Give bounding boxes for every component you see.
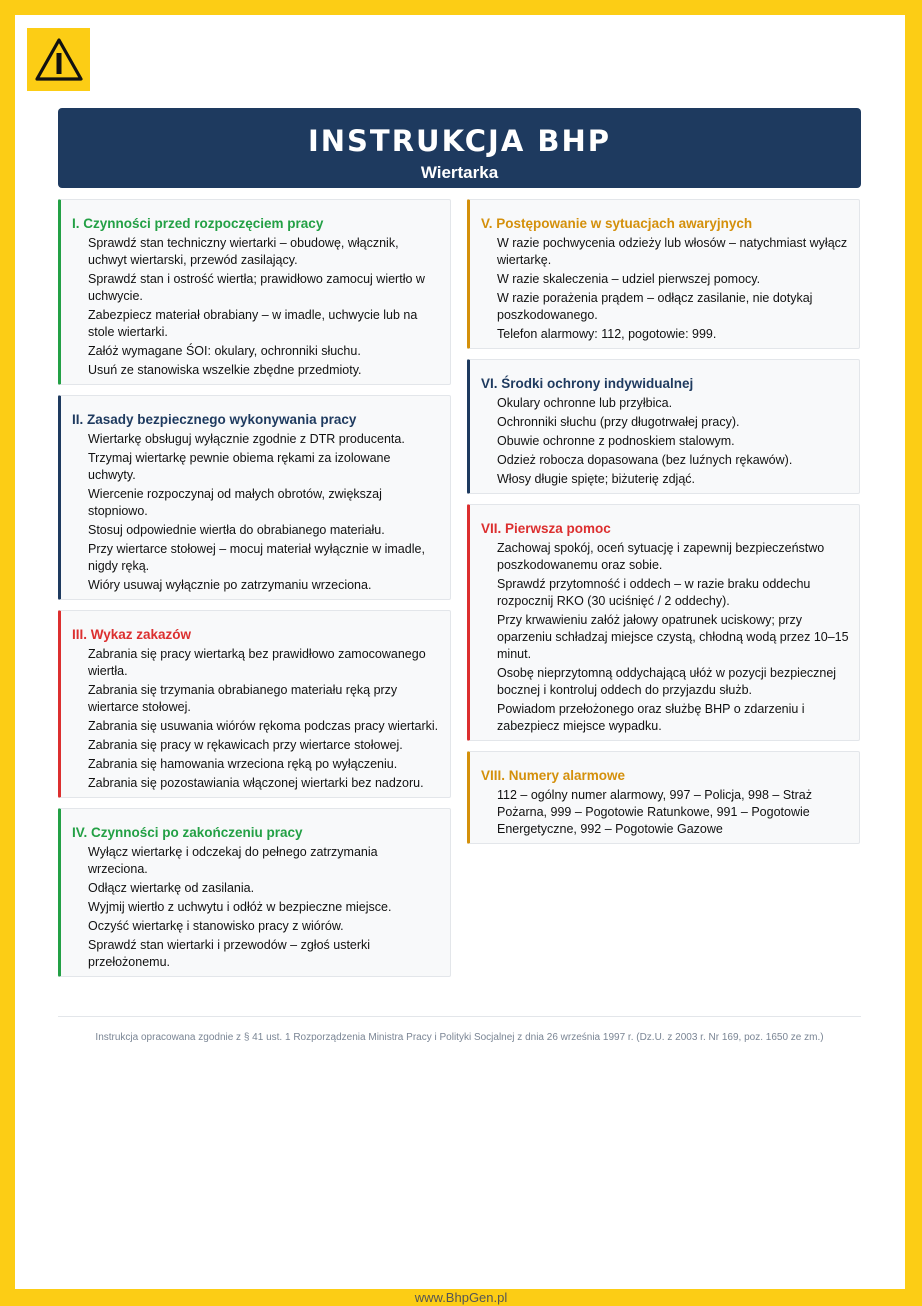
list-item: Zabrania się usuwania wiórów rękoma podczas pracy wiertarki. xyxy=(88,719,439,733)
list-item: Stosuj odpowiednie wiertła do obrabianego materiału. xyxy=(88,523,385,537)
list-item: Wióry usuwaj wyłącznie po zatrzymaniu wrzeciona. xyxy=(88,578,372,592)
section-title: I. Czynności przed rozpoczęciem pracy xyxy=(72,216,324,231)
site-url[interactable]: www.BhpGen.pl xyxy=(414,1290,508,1305)
list-item: Załóż wymagane ŚOI: okulary, ochronniki słuchu. xyxy=(88,344,361,358)
list-item: W razie skaleczenia – udziel pierwszej pomocy. xyxy=(497,272,761,286)
list-item: W razie pochwycenia odzieży lub włosów – natychmiast wyłącz wiertarkę. xyxy=(497,236,848,267)
list-item: Wyjmij wiertło z uchwytu i odłóż w bezpieczne miejsce. xyxy=(88,900,392,914)
section-title: VI. Środki ochrony indywidualnej xyxy=(481,376,694,391)
list-item: Przy krwawieniu załóż jałowy opatrunek uciskowy; przy oparzeniu schładzaj miejsce czystą, chłodną wodą przez 10–15 minut. xyxy=(497,613,849,661)
page-header xyxy=(58,108,861,188)
list-item: Telefon alarmowy: 112, pogotowie: 999. xyxy=(497,327,717,341)
list-item: 112 – ogólny numer alarmowy, 997 – Policja, 998 – Straż Pożarna, 999 – Pogotowie Ratunkowe, 991 – Pogotowie Energetyczne, 992 – Pogotowie Gazowe xyxy=(497,788,812,836)
list-item: Zabrania się pracy w rękawicach przy wiertarce stołowej. xyxy=(88,738,403,752)
instruction-sheet xyxy=(15,15,905,1289)
list-item: Zachowaj spokój, oceń sytuację i zapewnij bezpieczeństwo poszkodowanemu oraz sobie. xyxy=(497,541,825,572)
list-item: Obuwie ochronne z podnoskiem stalowym. xyxy=(497,434,735,448)
section-list xyxy=(72,646,440,792)
list-item: W razie porażenia prądem – odłącz zasilanie, nie dotykaj poszkodowanego. xyxy=(497,291,813,322)
section-emergency xyxy=(467,199,860,349)
section-title: VII. Pierwsza pomoc xyxy=(481,521,611,536)
list-item: Przy wiertarce stołowej – mocuj materiał wyłącznie w imadle, nigdy ręką. xyxy=(88,542,425,573)
section-safe-work-rules xyxy=(58,395,451,600)
list-item: Włosy długie spięte; biżuterię zdjąć. xyxy=(497,472,696,486)
section-list xyxy=(72,844,440,971)
page-title: INSTRUKCJA BHP xyxy=(307,124,612,158)
list-item: Zabezpiecz materiał obrabiany – w imadle, uchwycie lub na stole wiertarki. xyxy=(88,308,418,339)
warning-triangle-icon xyxy=(34,37,84,83)
section-title: V. Postępowanie w sytuacjach awaryjnych xyxy=(481,216,753,231)
section-title: II. Zasady bezpiecznego wykonywania pracy xyxy=(72,412,357,427)
list-item: Osobę nieprzytomną oddychającą ułóż w pozycji bezpiecznej bocznej i kontroluj oddech do przyjazdu służb. xyxy=(497,666,837,697)
section-list xyxy=(481,395,849,488)
section-prohibitions xyxy=(58,610,451,798)
list-item: Sprawdź stan i ostrość wiertła; prawidłowo zamocuj wiertło w uchwycie. xyxy=(88,272,425,303)
section-title: VIII. Numery alarmowe xyxy=(481,768,626,783)
list-item: Powiadom przełożonego oraz służbę BHP o zdarzeniu i zabezpiecz miejsce wypadku. xyxy=(497,702,805,733)
section-before-work xyxy=(58,199,451,385)
list-item: Sprawdź stan techniczny wiertarki – obudowę, włącznik, uchwyt wiertarski, przewód zasilający. xyxy=(88,236,399,267)
section-first-aid xyxy=(467,504,860,741)
list-item: Wiertarkę obsługuj wyłącznie zgodnie z DTR producenta. xyxy=(88,432,405,446)
section-title: IV. Czynności po zakończeniu pracy xyxy=(72,825,303,840)
list-item: Okulary ochronne lub przyłbica. xyxy=(497,396,673,410)
section-ppe xyxy=(467,359,860,494)
page-subtitle: Wiertarka xyxy=(420,163,499,182)
list-item: Odłącz wiertarkę od zasilania. xyxy=(88,881,255,895)
list-item: Wiercenie rozpoczynaj od małych obrotów, zwiększaj stopniowo. xyxy=(88,487,382,518)
section-list xyxy=(72,235,440,379)
list-item: Sprawdź przytomność i oddech – w razie braku oddechu rozpocznij RKO (30 uciśnięć / 2 oddechy). xyxy=(497,577,811,608)
list-item: Trzymaj wiertarkę pewnie obiema rękami za izolowane uchwyty. xyxy=(88,451,391,482)
section-list xyxy=(481,787,849,838)
section-title: III. Wykaz zakazów xyxy=(72,627,192,642)
right-column xyxy=(467,199,860,854)
list-item: Odzież robocza dopasowana (bez luźnych rękawów). xyxy=(497,453,793,467)
section-list xyxy=(481,235,849,343)
section-list xyxy=(72,431,440,594)
list-item: Zabrania się pracy wiertarką bez prawidłowo zamocowanego wiertła. xyxy=(88,647,426,678)
list-item: Zabrania się pozostawiania włączonej wiertarki bez nadzoru. xyxy=(88,776,424,790)
footer-divider xyxy=(58,1016,861,1017)
legal-basis-note: Instrukcja opracowana zgodnie z § 41 ust. 1 Rozporządzenia Ministra Pracy i Polityki Socjalnej z dnia 26 września 1997 r. (Dz.U. z 2003 r. Nr 169, poz. 1650 ze zm.) xyxy=(95,1032,824,1043)
list-item: Ochronniki słuchu (przy długotrwałej pracy). xyxy=(497,415,740,429)
section-emergency-numbers xyxy=(467,751,860,844)
section-after-work xyxy=(58,808,451,977)
warning-badge xyxy=(27,28,90,91)
list-item: Oczyść wiertarkę i stanowisko pracy z wiórów. xyxy=(88,919,344,933)
list-item: Usuń ze stanowiska wszelkie zbędne przedmioty. xyxy=(88,363,362,377)
list-item: Zabrania się trzymania obrabianego materiału ręką przy wiertarce stołowej. xyxy=(88,683,398,714)
list-item: Zabrania się hamowania wrzeciona ręką po wyłączeniu. xyxy=(88,757,398,771)
list-item: Sprawdź stan wiertarki i przewodów – zgłoś usterki przełożonemu. xyxy=(88,938,371,969)
list-item: Wyłącz wiertarkę i odczekaj do pełnego zatrzymania wrzeciona. xyxy=(88,845,378,876)
left-column xyxy=(58,199,451,987)
section-list xyxy=(481,540,849,735)
